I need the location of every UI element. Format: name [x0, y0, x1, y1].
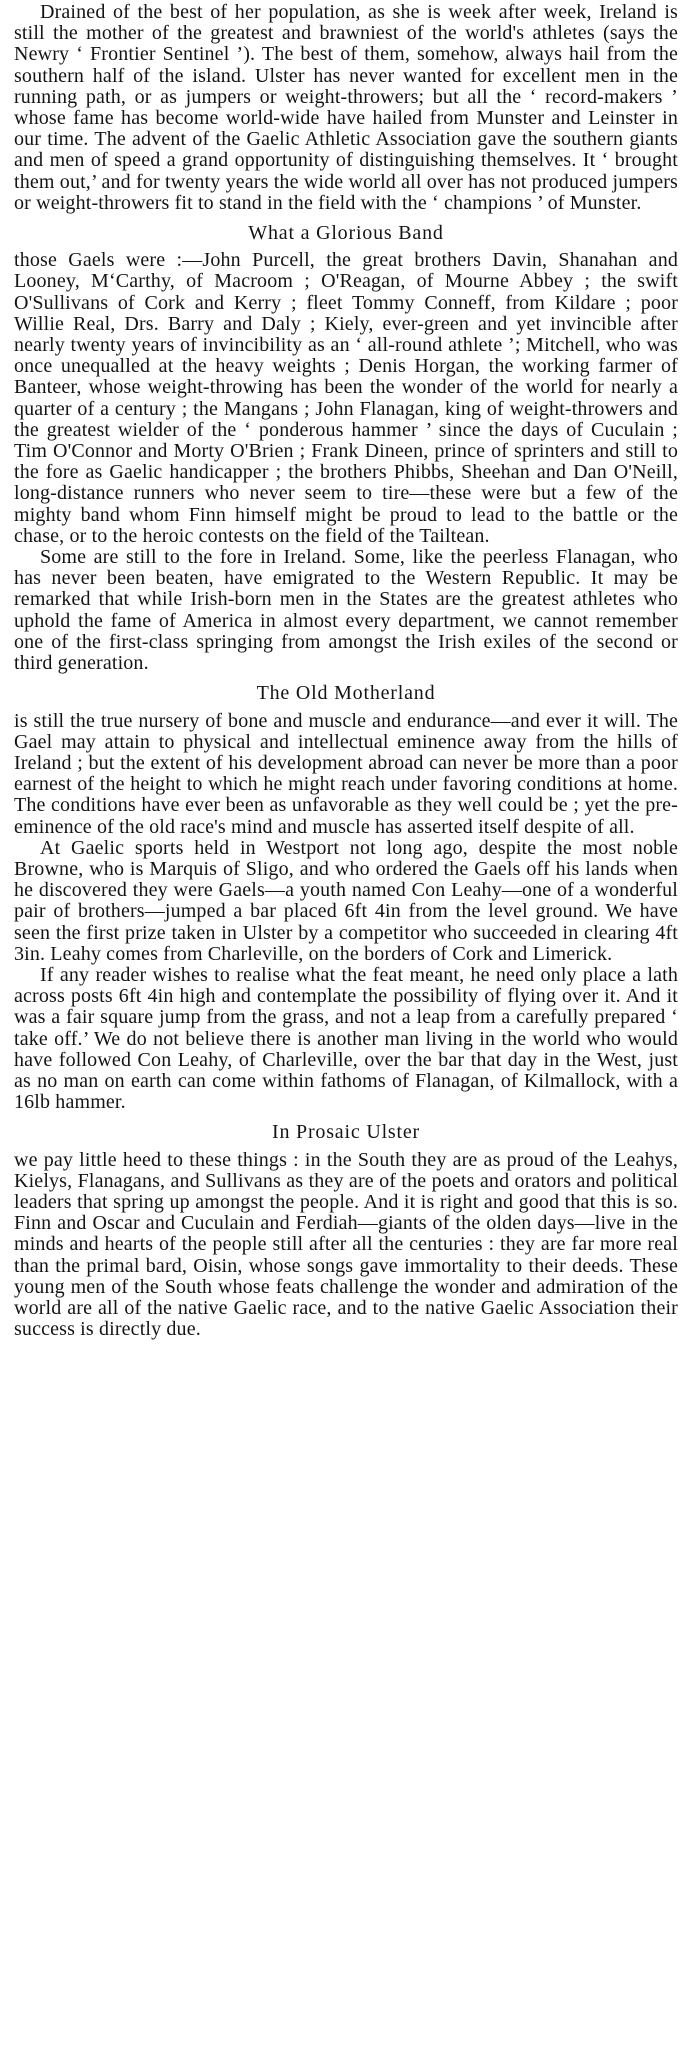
subheading-prosaic-ulster: In Prosaic Ulster: [271, 1121, 420, 1144]
intro-paragraph: Drained of the best of her population, as she is week after week, Ireland is still the mother of the greatest and brawniest of the world's athletes (says the Newry ‘ Frontier Sentinel ’). The best of them, somehow, always hail from the southern half of the island. Ulster has never wanted for excellent men in the running path, or as jumpers or weight-throwers; but all the ‘ record-makers ’ whose fame has become world-wide have hailed from Munster and Leinster in our time. The advent of the Gaelic Athletic Association gave the southern giants and men of speed a grand opportunity of distinguishing themselves. It ‘ brought them out,’ and for twenty years the wide world all over has not produced jumpers or weight-throwers fit to stand in the field with the ‘ champions ’ of Munster.: [14, 1, 678, 214]
paragraph: Some are still to the fore in Ireland. Some, like the peerless Flanagan, who has never been beaten, have emigrated to the Western Republic. It may be remarked that while Irish-born men in the States are the greatest athletes who uphold the fame of America in almost every department, we cannot remember one of the first-class springing from amongst the Irish exiles of the second or third generation.: [14, 546, 678, 675]
paragraph: If any reader wishes to realise what the feat meant, he need only place a lath across posts 6ft 4in high and contemplate the possibility of flying over it. And it was a fair square jump from the grass, and not a leap from a carefully prepared ‘ take off.’ We do not believe there is another man living in the world who would have followed Con Leahy, of Charleville, over the bar that day in the West, just as no man on earth can come within fathoms of Flanagan, of Kilmallock, with a 16lb hammer.: [14, 963, 678, 1114]
subheading-old-motherland: The Old Motherland: [256, 682, 436, 705]
paragraph: is still the true nursery of bone and muscle and endurance—and ever it will. The Gael may attain to physical and intellectual eminence away from the hills of Ireland ; but the extent of his development abroad can never be more than a poor earnest of the height to which he might reach under favoring conditions at home. The conditions have ever been as unfavorable as they well could be ; yet the pre-eminence of the old race's mind and muscle has asserted itself despite of all.: [14, 709, 678, 838]
subheading-glorious-band: What a Glorious Band: [248, 222, 444, 245]
paragraph: those Gaels were :—John Purcell, the great brothers Davin, Shanahan and Looney, M‘Carthy, of Macroom ; O'Reagan, of Mourne Abbey ; the swift O'Sullivans of Cork and Kerry ; fleet Tommy Conneff, from Kildare ; poor Willie Real, Drs. Barry and Daly ; Kiely, ever-green and yet invincible after nearly twenty years of invincibility as an ‘ all-round athlete ’; Mitchell, who was once unequalled at the heavy weights ; Denis Horgan, the working farmer of Banteer, whose weight-throwing has been the wonder of the world for nearly a quarter of a century ; the Mangans ; John Flanagan, king of weight-throwers and the greatest wielder of the ‘ ponderous hammer ’ since the days of Cuculain ; Tim O'Connor and Morty O'Brien ; Frank Dineen, prince of sprinters and still to the fore as Gaelic handicapper ; the brothers Phibbs, Sheehan and Dan O'Neill, long-distance runners who never seem to tire—these were but a few of the mighty band whom Finn himself might be proud to lead to the battle or the chase, or to the heroic contests on the field of the Tailtean.: [14, 249, 678, 547]
paragraph: we pay little heed to these things : in the South they are as proud of the Leahys, Kielys, Flanagans, and Sullivans as they are of the poets and orators and political leaders that spring up amongst the people. And it is right and good that this is so. Finn and Oscar and Cuculain and Ferdiah—giants of the olden days—live in the minds and hearts of the people still after all the centuries : they are far more real than the primal bard, Oisin, whose songs gave immortality to their deeds. These young men of the South whose feats challenge the wonder and admiration of the world are all of the native Gaelic race, and to the native Gaelic Association their success is directly due.: [14, 1148, 678, 1341]
paragraph: At Gaelic sports held in Westport not long ago, despite the most noble Browne, who is Marquis of Sligo, and who ordered the Gaels off his lands when he discovered they were Gaels—a youth named Con Leahy—one of a wonderful pair of brothers—jumped a bar placed 6ft 4in from the level ground. We have seen the first prize taken in Ulster by a competitor who succeeded in clearing 4ft 3in. Leahy comes from Charleville, on the borders of Cork and Limerick.: [14, 836, 678, 965]
